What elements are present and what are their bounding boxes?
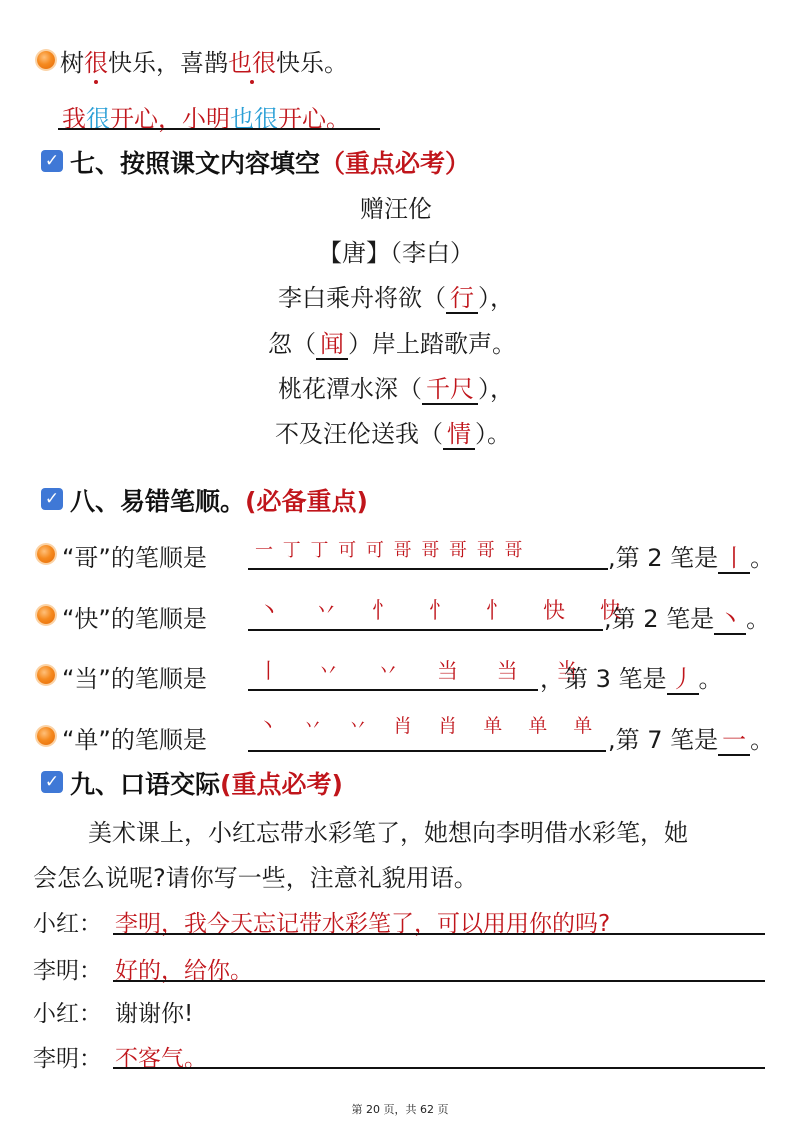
checkbox-icon: ✓ <box>41 150 63 172</box>
answer-underline <box>58 128 380 130</box>
speaker-name: 小红： <box>33 1001 102 1027</box>
dialog-answer: 好的，给你。 <box>115 958 253 984</box>
sentence-example: 树很快乐，喜鹊也很快乐。 <box>60 49 348 77</box>
poem-line-4: 不及汪伦送我（ 情 ）。 <box>275 420 511 448</box>
stroke-question: ，第 3 笔是 丿 。 <box>540 665 723 693</box>
question-paragraph: 美术课上，小红忘带水彩笔了，她想向李明借水彩笔，她 <box>88 819 688 847</box>
bullet-icon <box>37 666 55 684</box>
stroke-underline <box>248 750 606 752</box>
poem-author: 【唐】（李白） <box>318 239 474 267</box>
bullet-icon <box>37 606 55 624</box>
checkbox-icon: ✓ <box>41 488 63 510</box>
bullet-icon <box>37 51 55 69</box>
stroke-underline <box>248 568 608 570</box>
bullet-icon <box>37 727 55 745</box>
question-paragraph: 会怎么说呢?请你写一些，注意礼貌用语。 <box>33 864 478 892</box>
stroke-question: ,第 7 笔是 一 。 <box>608 726 775 754</box>
stroke-item-label: “单”的笔顺是 <box>62 726 207 754</box>
stroke-item-label: “快”的笔顺是 <box>62 605 207 633</box>
stroke-sequence: 丶 丷 丷 肖 肖 单 单 单 <box>258 715 603 737</box>
stroke-item-label: “当”的笔顺是 <box>62 665 207 693</box>
poem-line-2: 忽（ 闻 ）岸上踏歌声。 <box>268 330 516 358</box>
stroke-sequence: 丨 丷 丷 当 当 当 <box>258 659 594 683</box>
section-9-heading: 九、口语交际(重点必考) <box>70 770 343 799</box>
stroke-sequence: 丶 丷 忄 忄 忄 快 快 <box>258 599 636 624</box>
dialog-underline <box>113 933 765 935</box>
section-7-heading: 七、按照课文内容填空（重点必考） <box>70 149 471 178</box>
stroke-question: ,第 2 笔是 丶 。 <box>604 605 771 633</box>
dialog-answer: 李明，我今天忘记带水彩笔了，可以用用你的吗? <box>115 911 611 937</box>
stroke-underline <box>248 689 538 691</box>
stroke-question: ,第 2 笔是 丨 。 <box>608 544 775 572</box>
dialog-answer: 不客气。 <box>115 1046 207 1072</box>
checkbox-icon: ✓ <box>41 771 63 793</box>
dialog-answer: 谢谢你! <box>115 1001 194 1027</box>
stroke-sequence: 一 丁 丁 可 可 哥 哥 哥 哥 哥 <box>255 540 525 561</box>
speaker-name: 李明： <box>33 1046 102 1072</box>
poem-line-3: 桃花潭水深（ 千尺 ）， <box>278 375 514 403</box>
bullet-icon <box>37 545 55 563</box>
stroke-underline <box>248 629 603 631</box>
page-footer: 第 20 页，共 62 页 <box>351 1103 449 1116</box>
stroke-item-label: “哥”的笔顺是 <box>62 544 207 572</box>
dialog-underline <box>113 1067 765 1069</box>
speaker-name: 李明： <box>33 958 102 984</box>
sentence-answer: 我很开心，小明也很开心。 <box>62 105 350 133</box>
poem-title: 赠汪伦 <box>360 195 432 223</box>
dialog-underline <box>113 980 765 982</box>
section-8-heading: 八、易错笔顺。(必备重点) <box>70 487 368 516</box>
poem-line-1: 李白乘舟将欲（ 行 ）， <box>278 284 514 312</box>
speaker-name: 小红： <box>33 911 102 937</box>
